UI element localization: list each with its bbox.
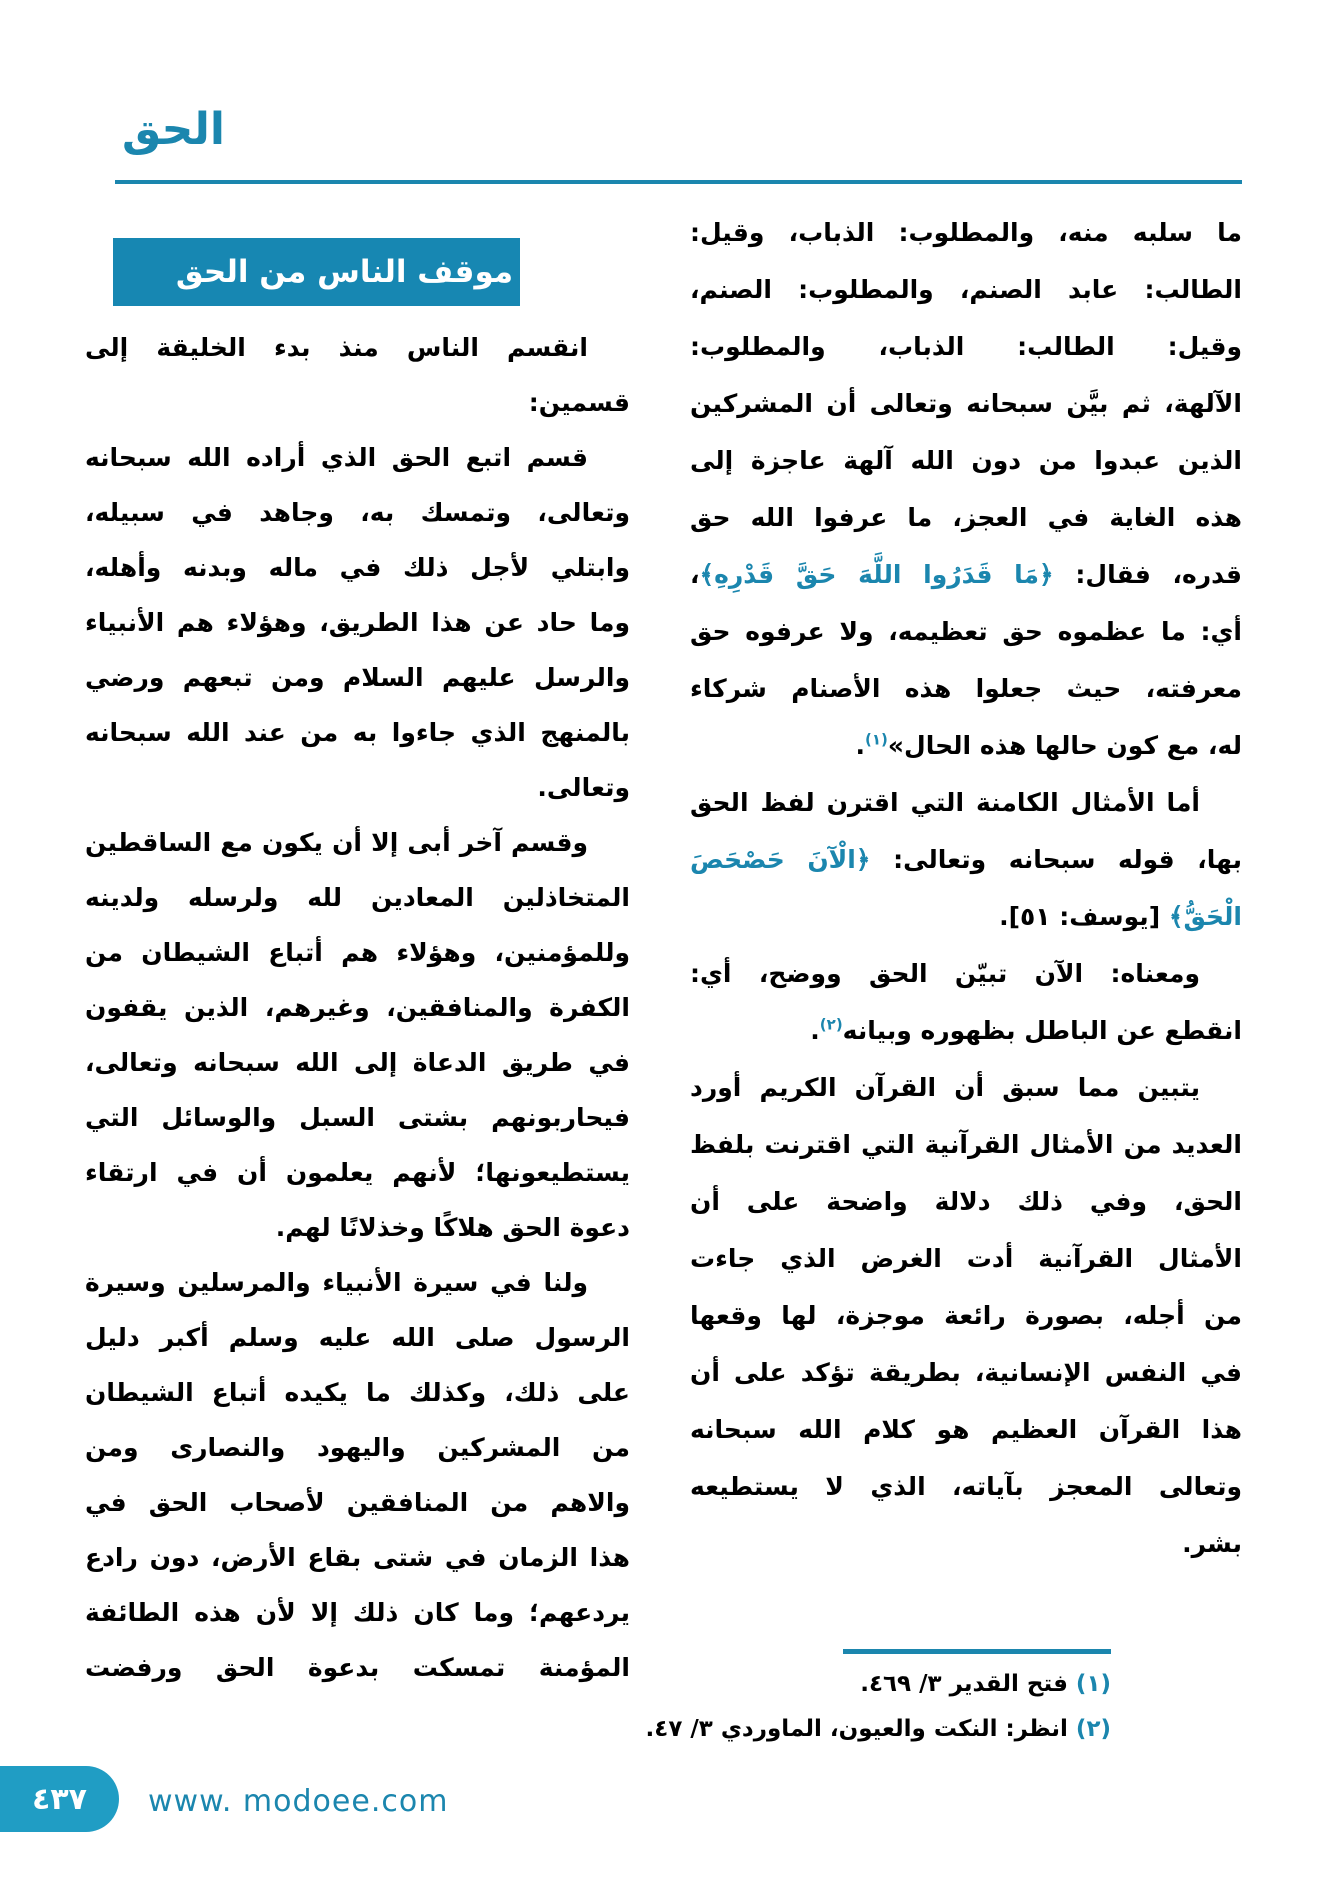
text-segment: ومعناه: الآن تبيّن الحق ووضح، أي: [690, 959, 1200, 988]
text-segment: في طريق الدعاة إلى الله سبحانه وتعالى، [85, 1048, 630, 1077]
text-segment: وابتلي لأجل ذلك في ماله وبدنه وأهله، [85, 553, 630, 582]
text-line [85, 1475, 630, 1530]
text-segment: وما حاد عن هذا الطريق، وهؤلاء هم الأنبياء [85, 608, 630, 637]
quran-verse: ﴿الْآنَ حَصْحَصَ [690, 845, 871, 874]
text-segment: الحق، وفي ذلك دلالة واضحة على أن [690, 1187, 1242, 1216]
text-segment: من المشركين واليهود والنصارى ومن [85, 1433, 630, 1462]
text-segment: بها، قوله سبحانه وتعالى: [870, 845, 1242, 874]
text-segment: انظر: النكت والعيون، الماوردي ٣/ ٤٧. [645, 1716, 1076, 1742]
text-line [690, 261, 1242, 318]
text-line [690, 1002, 1242, 1059]
quran-verse: ﴿مَا قَدَرُوا اللَّهَ حَقَّ قَدْرِهِ﴾ [699, 560, 1054, 589]
footnotes [631, 1662, 1111, 1752]
footnote-number: (١) [1075, 1671, 1111, 1697]
text-segment: الأمثال القرآنية أدت الغرض الذي جاءت [690, 1244, 1242, 1273]
text-segment: ولنا في سيرة الأنبياء والمرسلين وسيرة [85, 1268, 588, 1297]
text-line [690, 546, 1242, 603]
footnote-separator [843, 1649, 1111, 1654]
text-line [690, 831, 1242, 888]
text-segment: الطالب: عابد الصنم، والمطلوب: الصنم، [690, 275, 1242, 304]
text-line [690, 1230, 1242, 1287]
text-line [690, 1116, 1242, 1173]
text-line [85, 870, 630, 925]
text-segment: معرفته، حيث جعلوا هذه الأصنام شركاء [690, 674, 1242, 703]
text-line [690, 318, 1242, 375]
text-line [85, 1530, 630, 1585]
text-line [690, 432, 1242, 489]
text-segment: وقيل: الطالب: الذباب، والمطلوب: [690, 332, 1242, 361]
text-segment: له، مع كون حالها هذه الحال» [887, 731, 1242, 760]
running-head: الحق [122, 104, 225, 155]
text-line [690, 1173, 1242, 1230]
text-segment: دعوة الحق هلاكًا وخذلانًا لهم. [275, 1213, 630, 1242]
header-rule-divider [115, 180, 1242, 184]
text-segment: يردعهم؛ وما كان ذلك إلا لأن هذه الطائفة [85, 1598, 630, 1627]
text-line [690, 717, 1242, 774]
text-segment: انقطع عن الباطل بظهوره وبيانه [842, 1016, 1242, 1045]
text-segment: هذه الغاية في العجز، ما عرفوا الله حق [690, 503, 1242, 532]
text-segment: فتح القدير ٣/ ٤٦٩. [860, 1671, 1076, 1697]
text-line [85, 375, 630, 430]
text-line [85, 650, 630, 705]
text-line [690, 888, 1242, 945]
text-line [85, 815, 630, 870]
text-segment: قدره، فقال: [1053, 560, 1242, 589]
text-line [85, 540, 630, 595]
text-segment: بشر. [1182, 1529, 1242, 1558]
text-segment: الآلهة، ثم بيَّن سبحانه وتعالى أن المشركين [690, 389, 1242, 418]
text-line [690, 1458, 1242, 1515]
text-segment: الكفرة والمنافقين، وغيرهم، الذين يقفون [85, 993, 630, 1022]
text-segment: . [855, 731, 866, 760]
text-line [85, 1200, 630, 1255]
text-line [85, 1035, 630, 1090]
text-segment: [يوسف: ٥١]. [999, 902, 1169, 931]
text-line [85, 1365, 630, 1420]
text-line [690, 1401, 1242, 1458]
text-line [690, 1287, 1242, 1344]
text-line [85, 1255, 630, 1310]
text-line [85, 595, 630, 650]
text-segment: في النفس الإنسانية، بطريقة تؤكد على أن [690, 1358, 1242, 1387]
text-segment: هذا القرآن العظيم هو كلام الله سبحانه [690, 1415, 1242, 1444]
text-segment: ، [690, 560, 700, 589]
website-link[interactable]: www. modoee.com [148, 1784, 449, 1819]
text-segment: والرسل عليهم السلام ومن تبعهم ورضي [85, 663, 630, 692]
text-line [690, 660, 1242, 717]
text-line [85, 1585, 630, 1640]
text-segment: أما الأمثال الكامنة التي اقترن لفظ الحق [690, 788, 1200, 817]
text-segment: أي: ما عظموه حق تعظيمه، ولا عرفوه حق [690, 617, 1242, 646]
text-segment: وقسم آخر أبى إلا أن يكون مع الساقطين [85, 828, 588, 857]
footnote-marker: (٢) [819, 1015, 843, 1034]
text-segment: ما سلبه منه، والمطلوب: الذباب، وقيل: [690, 218, 1242, 247]
text-line [690, 1344, 1242, 1401]
text-line [85, 320, 630, 375]
text-segment: وللمؤمنين، وهؤلاء هم أتباع الشيطان من [85, 938, 630, 967]
text-segment: المتخاذلين المعادين لله ولرسله ولدينه [85, 883, 630, 912]
text-line [690, 1515, 1242, 1572]
text-line [85, 1090, 630, 1145]
text-segment: الذين عبدوا من دون الله آلهة عاجزة إلى [690, 446, 1242, 475]
text-segment: . [810, 1016, 820, 1045]
text-segment: العديد من الأمثال القرآنية التي اقترنت بلفظ [690, 1130, 1242, 1159]
text-segment: وتعالى. [537, 773, 630, 802]
text-segment: المؤمنة تمسكت بدعوة الحق ورفضت [85, 1653, 630, 1682]
text-line [690, 1059, 1242, 1116]
text-line [85, 1420, 630, 1475]
footnote-number: (٢) [1075, 1716, 1111, 1742]
text-line [85, 430, 630, 485]
text-segment: بالمنهج الذي جاءوا به من عند الله سبحانه [85, 718, 630, 747]
text-line [690, 945, 1242, 1002]
text-line [85, 705, 630, 760]
text-line [690, 204, 1242, 261]
quran-verse: الْحَقُّ﴾ [1168, 902, 1242, 931]
section-heading: موقف الناس من الحق [175, 254, 514, 290]
page-number: ٤٣٧ [32, 1781, 87, 1817]
text-segment: والاهم من المنافقين لأصحاب الحق في [85, 1488, 630, 1517]
text-line [85, 980, 630, 1035]
text-segment: الرسول صلى الله عليه وسلم أكبر دليل [85, 1323, 630, 1352]
text-line [85, 925, 630, 980]
section-heading-box [113, 238, 520, 306]
text-segment: هذا الزمان في شتى بقاع الأرض، دون رادع [85, 1543, 630, 1572]
text-line [690, 774, 1242, 831]
text-segment: قسمين: [528, 388, 630, 417]
text-line [85, 485, 630, 540]
right-column [690, 204, 1242, 1572]
text-line [85, 1640, 630, 1695]
text-segment: يستطيعونها؛ لأنهم يعلمون أن في ارتقاء [85, 1158, 630, 1187]
text-segment: انقسم الناس منذ بدء الخليقة إلى [85, 333, 588, 362]
text-segment: على ذلك، وكذلك ما يكيده أتباع الشيطان [85, 1378, 630, 1407]
text-line [85, 1145, 630, 1200]
text-line [631, 1707, 1111, 1752]
page-number-badge [0, 1766, 119, 1832]
text-segment: قسم اتبع الحق الذي أراده الله سبحانه [85, 443, 588, 472]
left-column [85, 320, 630, 1695]
text-line [631, 1662, 1111, 1707]
text-segment: وتعالى المعجز بآياته، الذي لا يستطيعه [690, 1472, 1242, 1501]
text-line [85, 1310, 630, 1365]
text-segment: يتبين مما سبق أن القرآن الكريم أورد [690, 1073, 1200, 1102]
text-line [85, 760, 630, 815]
text-line [690, 603, 1242, 660]
text-segment: من أجله، بصورة رائعة موجزة، لها وقعها [690, 1301, 1242, 1330]
text-segment: فيحاربونهم بشتى السبل والوسائل التي [85, 1103, 630, 1132]
text-line [690, 375, 1242, 432]
footnote-marker: (١) [865, 730, 888, 749]
text-segment: وتعالى، وتمسك به، وجاهد في سبيله، [85, 498, 630, 527]
text-line [690, 489, 1242, 546]
